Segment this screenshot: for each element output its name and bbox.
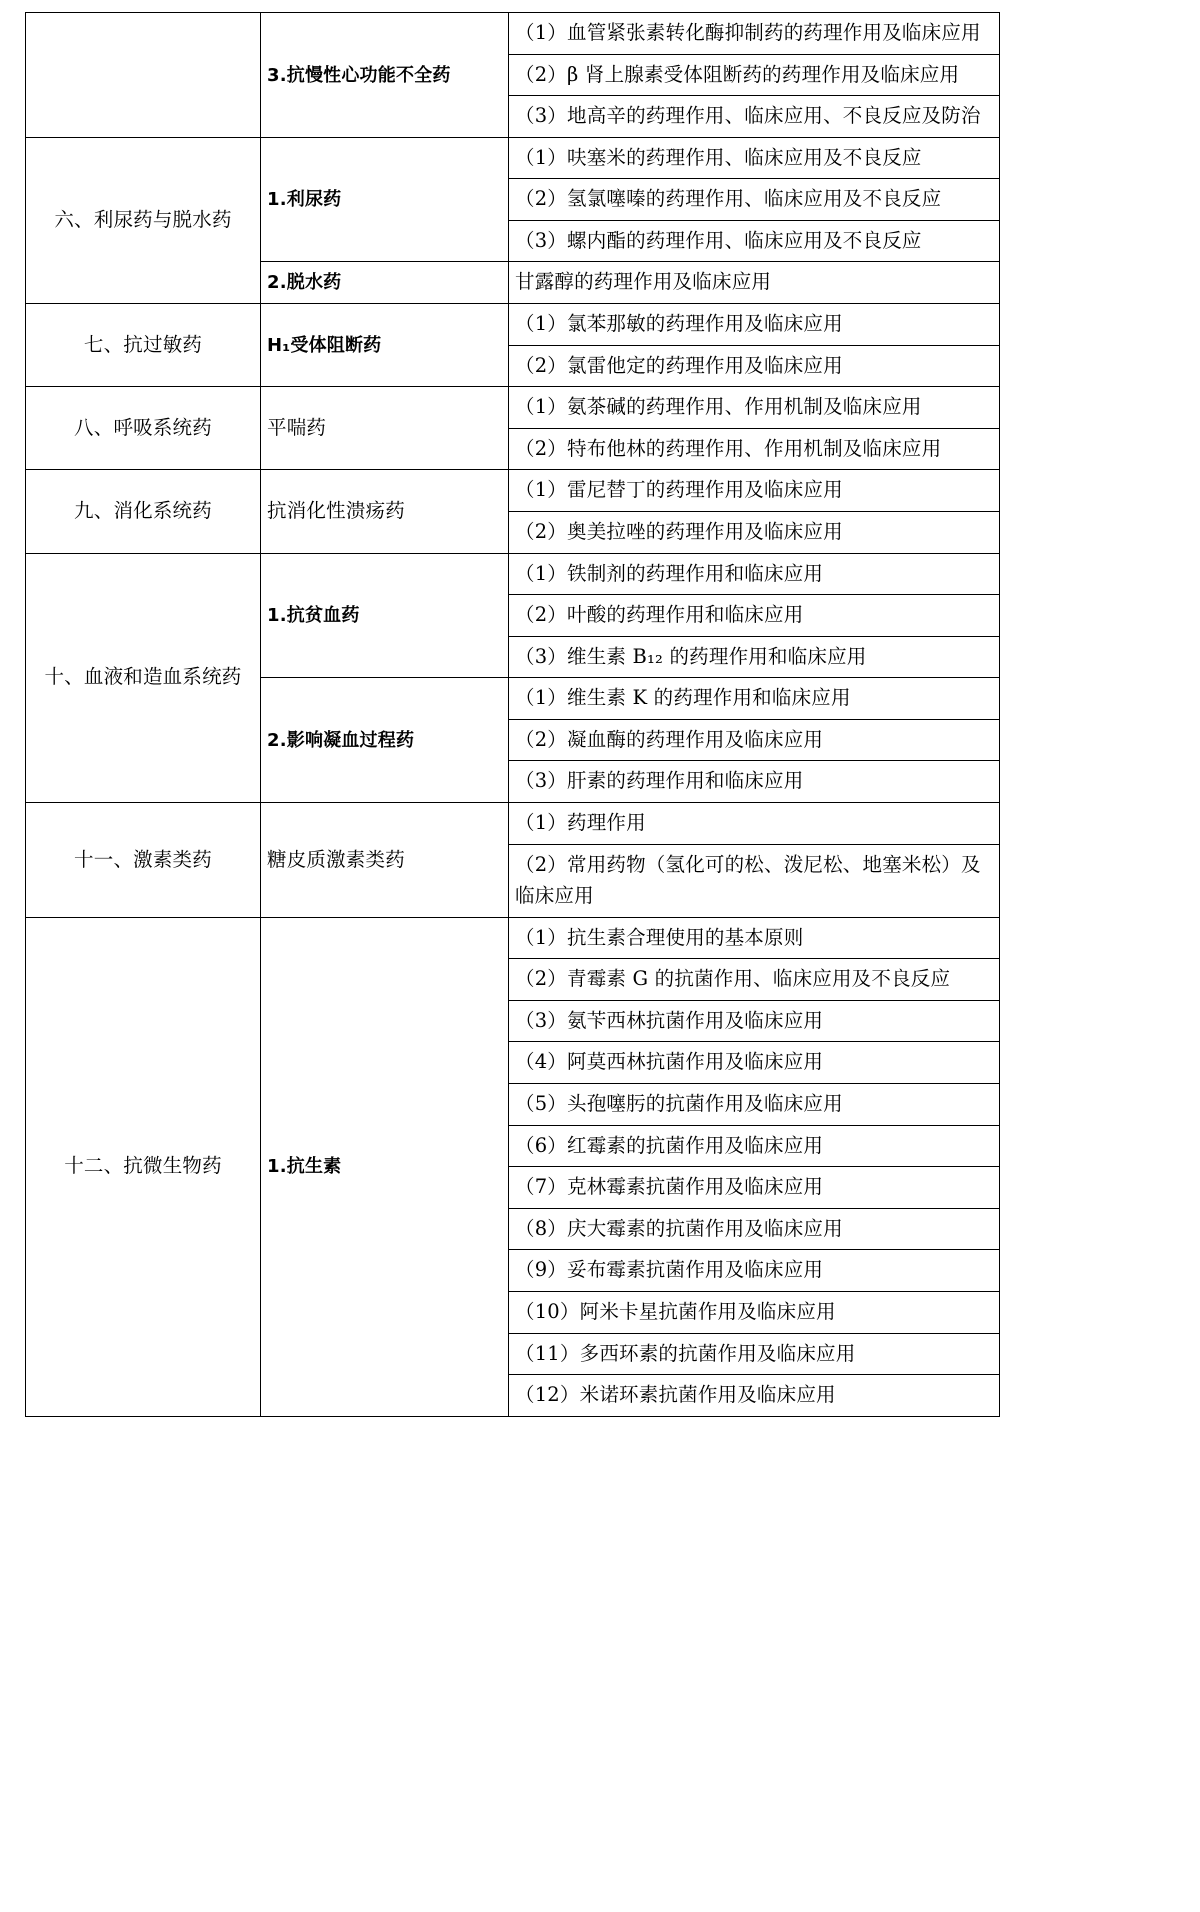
item-cell: 甘露醇的药理作用及临床应用 — [509, 262, 1000, 304]
subcategory-cell — [261, 13, 509, 138]
item-cell: （5）头孢噻肟的抗菌作用及临床应用 — [509, 1084, 1000, 1126]
table-row — [26, 917, 1000, 959]
subcategory-text: 1.抗生素 — [267, 1156, 342, 1178]
subcategory-cell — [261, 917, 509, 1416]
item-cell: （8）庆大霉素的抗菌作用及临床应用 — [509, 1208, 1000, 1250]
subcategory-text: 2.影响凝血过程药 — [267, 729, 415, 751]
category-cell — [26, 13, 261, 138]
category-cell: 七、抗过敏药 — [26, 304, 261, 387]
item-cell: （1）呋塞米的药理作用、临床应用及不良反应 — [509, 137, 1000, 179]
table-row — [26, 470, 1000, 512]
item-cell: （1）药理作用 — [509, 802, 1000, 844]
table-row — [26, 304, 1000, 346]
item-cell: （4）阿莫西林抗菌作用及临床应用 — [509, 1042, 1000, 1084]
item-cell: （1）氯苯那敏的药理作用及临床应用 — [509, 304, 1000, 346]
item-cell: （2）氢氯噻嗪的药理作用、临床应用及不良反应 — [509, 179, 1000, 221]
item-cell: （12）米诺环素抗菌作用及临床应用 — [509, 1375, 1000, 1417]
item-cell: （9）妥布霉素抗菌作用及临床应用 — [509, 1250, 1000, 1292]
table-row — [26, 387, 1000, 429]
subcategory-text: 2.脱水药 — [267, 272, 342, 294]
table-row — [26, 13, 1000, 55]
item-cell: （7）克林霉素抗菌作用及临床应用 — [509, 1167, 1000, 1209]
item-cell: （10）阿米卡星抗菌作用及临床应用 — [509, 1291, 1000, 1333]
item-cell: （1）血管紧张素转化酶抑制药的药理作用及临床应用 — [509, 13, 1000, 55]
item-cell: （2）凝血酶的药理作用及临床应用 — [509, 719, 1000, 761]
subcategory-cell: 糖皮质激素类药 — [261, 802, 509, 917]
item-cell: （2）β 肾上腺素受体阻断药的药理作用及临床应用 — [509, 54, 1000, 96]
item-cell: （2）氯雷他定的药理作用及临床应用 — [509, 345, 1000, 387]
subcategory-cell — [261, 262, 509, 304]
item-cell: （3）肝素的药理作用和临床应用 — [509, 761, 1000, 803]
category-cell: 十二、抗微生物药 — [26, 917, 261, 1416]
syllabus-table — [25, 12, 1000, 1417]
subcategory-cell — [261, 678, 509, 803]
item-cell: （2）常用药物（氢化可的松、泼尼松、地塞米松）及临床应用 — [509, 844, 1000, 917]
item-cell: （3）地高辛的药理作用、临床应用、不良反应及防治 — [509, 96, 1000, 138]
item-cell: （2）叶酸的药理作用和临床应用 — [509, 595, 1000, 637]
item-cell: （6）红霉素的抗菌作用及临床应用 — [509, 1125, 1000, 1167]
subcategory-text: 1.利尿药 — [267, 189, 342, 211]
item-cell: （1）氨茶碱的药理作用、作用机制及临床应用 — [509, 387, 1000, 429]
item-cell: （3）氨苄西林抗菌作用及临床应用 — [509, 1000, 1000, 1042]
table-row — [26, 802, 1000, 844]
item-cell: （1）抗生素合理使用的基本原则 — [509, 917, 1000, 959]
table-row — [26, 137, 1000, 179]
item-cell: （1）维生素 K 的药理作用和临床应用 — [509, 678, 1000, 720]
subcategory-cell: 抗消化性溃疡药 — [261, 470, 509, 553]
category-cell: 十、血液和造血系统药 — [26, 553, 261, 802]
category-cell: 八、呼吸系统药 — [26, 387, 261, 470]
item-cell: （2）特布他林的药理作用、作用机制及临床应用 — [509, 428, 1000, 470]
subcategory-cell — [261, 137, 509, 262]
category-cell: 九、消化系统药 — [26, 470, 261, 553]
item-cell: （3）维生素 B₁₂ 的药理作用和临床应用 — [509, 636, 1000, 678]
subcategory-text: 3.抗慢性心功能不全药 — [267, 64, 451, 86]
item-cell: （1）铁制剂的药理作用和临床应用 — [509, 553, 1000, 595]
document-page — [0, 12, 1200, 1912]
item-cell: （2）青霉素 G 的抗菌作用、临床应用及不良反应 — [509, 959, 1000, 1001]
item-cell: （11）多西环素的抗菌作用及临床应用 — [509, 1333, 1000, 1375]
subcategory-cell — [261, 304, 509, 387]
item-cell: （2）奥美拉唑的药理作用及临床应用 — [509, 511, 1000, 553]
category-cell: 十一、激素类药 — [26, 802, 261, 917]
item-cell: （3）螺内酯的药理作用、临床应用及不良反应 — [509, 220, 1000, 262]
item-cell: （1）雷尼替丁的药理作用及临床应用 — [509, 470, 1000, 512]
subcategory-text: 1.抗贫血药 — [267, 605, 360, 627]
subcategory-cell — [261, 553, 509, 678]
subcategory-text: H₁受体阻断药 — [267, 334, 382, 356]
table-row — [26, 553, 1000, 595]
category-cell: 六、利尿药与脱水药 — [26, 137, 261, 303]
subcategory-cell: 平喘药 — [261, 387, 509, 470]
